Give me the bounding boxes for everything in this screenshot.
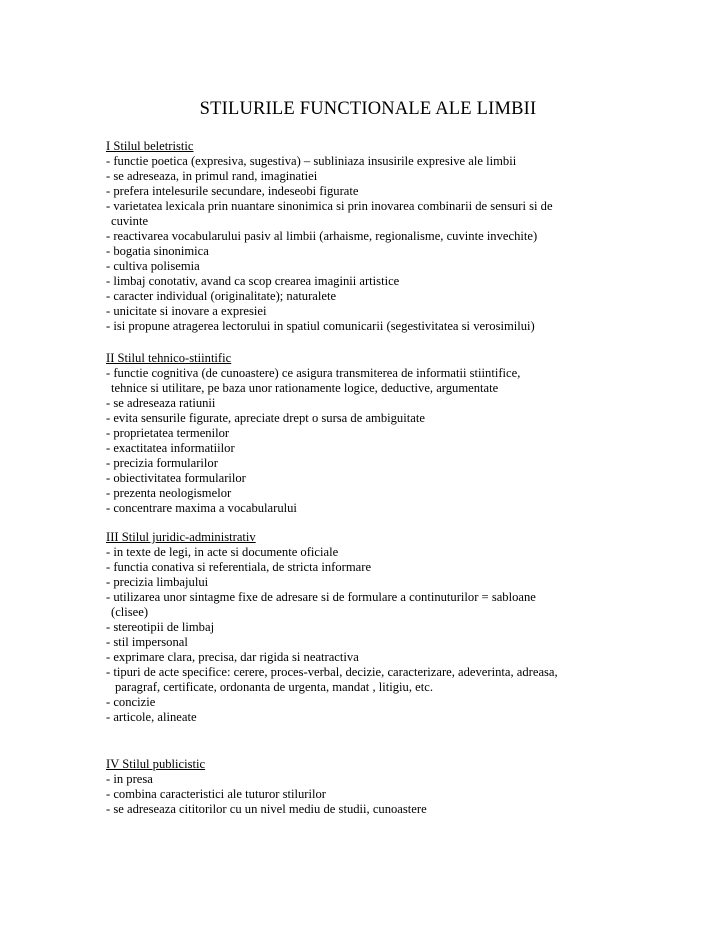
list-item: - evita sensurile figurate, apreciate drept o sursa de ambiguitate [106, 411, 425, 425]
list-item: - concizie [106, 695, 156, 709]
list-item: - se adreseaza cititorilor cu un nivel mediu de studii, cunoastere [106, 802, 427, 816]
list-item: - limbaj conotativ, avand ca scop crearea imaginii artistice [106, 274, 400, 288]
section-tehnico-stiintific [106, 351, 706, 516]
list-item-continuation: cuvinte [111, 214, 149, 228]
list-item: - varietatea lexicala prin nuantare sinonimica si prin inovarea combinarii de sensuri si de [106, 199, 553, 213]
list-item: - prezenta neologismelor [106, 486, 232, 500]
list-item: - stil impersonal [106, 635, 188, 649]
list-item: - concentrare maxima a vocabularului [106, 501, 297, 515]
list-item: - functia conativa si referentiala, de stricta informare [106, 560, 372, 574]
section-publicistic [106, 757, 706, 817]
list-item: - reactivarea vocabularului pasiv al limbii (arhaisme, regionalisme, cuvinte invechite) [106, 229, 538, 243]
list-item: - functie poetica (expresiva, sugestiva) – subliniaza insusirile expresive ale limbii [106, 154, 517, 168]
section-heading: IV Stilul publicistic [106, 757, 206, 771]
list-item: - se adreseaza ratiunii [106, 396, 216, 410]
section-heading: III Stilul juridic-administrativ [106, 530, 256, 544]
list-item: - precizia formularilor [106, 456, 218, 470]
list-item: - cultiva polisemia [106, 259, 200, 273]
list-item: - precizia limbajului [106, 575, 209, 589]
list-item: - functie cognitiva (de cunoastere) ce asigura transmiterea de informatii stiintifice, [106, 366, 521, 380]
section-juridic-administrativ [106, 530, 706, 725]
list-item: - utilizarea unor sintagme fixe de adresare si de formulare a continuturilor = sabloane [106, 590, 536, 604]
list-item-continuation: paragraf, certificate, ordonanta de urgenta, mandat , litigiu, etc. [115, 680, 433, 694]
list-item-continuation: tehnice si utilitare, pe baza unor rationamente logice, deductive, argumentate [111, 381, 499, 395]
list-item: - exprimare clara, precisa, dar rigida si neatractiva [106, 650, 359, 664]
list-item: - obiectivitatea formularilor [106, 471, 246, 485]
list-item-continuation: (clisee) [111, 605, 149, 619]
list-item: - proprietatea termenilor [106, 426, 230, 440]
list-item: - combina caracteristici ale tuturor stilurilor [106, 787, 326, 801]
page-title: STILURILE FUNCTIONALE ALE LIMBII [199, 99, 537, 119]
section-heading: II Stilul tehnico-stiintific [106, 351, 232, 365]
list-item: - stereotipii de limbaj [106, 620, 215, 634]
list-item: - in texte de legi, in acte si documente oficiale [106, 545, 339, 559]
list-item: - exactitatea informatiilor [106, 441, 235, 455]
list-item: - prefera intelesurile secundare, indeseobi figurate [106, 184, 359, 198]
list-item: - caracter individual (originalitate); naturalete [106, 289, 337, 303]
list-item: - se adreseaza, in primul rand, imaginatiei [106, 169, 318, 183]
section-heading: I Stilul beletristic [106, 139, 194, 153]
list-item: - isi propune atragerea lectorului in spatiul comunicarii (segestivitatea si verosimilui) [106, 319, 535, 333]
list-item: - tipuri de acte specifice: cerere, proces-verbal, decizie, caracterizare, adeverinta, adreasa, [106, 665, 558, 679]
list-item: - articole, alineate [106, 710, 197, 724]
list-item: - bogatia sinonimica [106, 244, 209, 258]
section-beletristic [106, 139, 706, 334]
list-item: - in presa [106, 772, 153, 786]
list-item: - unicitate si inovare a expresiei [106, 304, 267, 318]
